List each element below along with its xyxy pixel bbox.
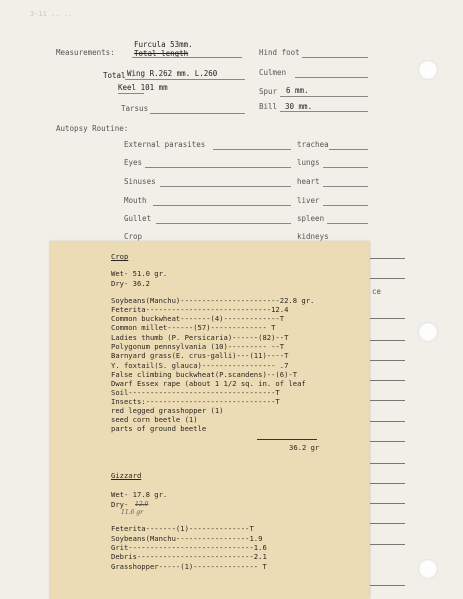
- gizzard-line-3: Grit-----------------------------1.6: [111, 543, 267, 552]
- autopsy-item-external-parasites: External parasites: [124, 140, 206, 149]
- bill-value: 30 mm.: [285, 102, 313, 111]
- right-line-15: [370, 585, 405, 586]
- autopsy-line-5: [156, 223, 291, 224]
- autopsy-item-mouth: Mouth: [124, 196, 147, 205]
- keel-value: Keel 101 mm: [118, 83, 168, 92]
- autopsy-rline-3: [323, 186, 368, 187]
- gizzard-dry-handwritten: 11.6 gr: [121, 509, 143, 516]
- autopsy-rline-4: [323, 205, 368, 206]
- autopsy-rline-5: [327, 223, 368, 224]
- crop-total-line: [257, 439, 317, 440]
- crop-line-11: Soil----------------------------------T: [111, 388, 280, 397]
- right-line-11: [370, 483, 405, 484]
- crop-line-8: Y. foxtail(S. glauca)----------------- .7: [111, 361, 289, 370]
- crop-line-6: Polygonum pennsylvania (10)--------- --T: [111, 342, 285, 351]
- hind-foot-label: Hind foot: [259, 48, 300, 57]
- autopsy-line-4: [153, 205, 291, 206]
- right-line-9: [370, 441, 405, 442]
- crop-wet: Wet- 51.0 gr.: [111, 269, 168, 278]
- culmen-line: [295, 77, 368, 78]
- total-label: Total: [103, 71, 126, 80]
- tarsus-line: [150, 113, 245, 114]
- gizzard-line-2: Soybeans(Manchu-----------------1.9: [111, 534, 263, 543]
- autopsy-line-2: [145, 167, 291, 168]
- autopsy-item-spleen: spleen: [297, 214, 325, 223]
- measurements-label: Measurements:: [56, 48, 115, 57]
- wing-value: Wing R.262 mm. L.260: [127, 69, 218, 78]
- gizzard-dry: Dry-: [111, 500, 129, 509]
- autopsy-rline-1: [329, 149, 368, 150]
- total-line: [125, 79, 245, 80]
- crop-line-7: Barnyard grass(E. crus-galli)---(11)----T: [111, 351, 289, 360]
- crop-line-12: Insects:------------------------------T: [111, 397, 280, 406]
- measurements-line: [132, 57, 242, 58]
- right-line-3: [370, 318, 405, 319]
- crop-line-1: Soybeans(Manchu)-----------------------22.8 gr.: [111, 296, 315, 305]
- culmen-label: Culmen: [259, 68, 287, 77]
- crop-line-14: seed corn beetle (1): [111, 415, 198, 424]
- autopsy-item-eyes: Eyes: [124, 158, 143, 167]
- spur-line: [280, 96, 368, 97]
- crop-line-10: Dwarf Essex rape (about 1 1/2 sq. in. of leaf: [111, 379, 306, 388]
- right-line-10: [370, 463, 405, 464]
- gizzard-line-1: Feterita-------(1)--------------T: [111, 524, 254, 533]
- total-length-struck: Total length: [134, 49, 189, 58]
- right-line-14: [370, 544, 405, 545]
- punch-hole-middle: [418, 322, 438, 342]
- spur-label: Spur: [259, 87, 278, 96]
- crop-line-3: Common buckwheat-------(4)-------------T: [111, 314, 285, 323]
- crop-line-15: parts of ground beetle: [111, 424, 207, 433]
- right-line-6: [370, 380, 405, 381]
- overflow-fragment: ce: [372, 287, 382, 296]
- gizzard-dry-handwritten-struck: 12.0: [135, 501, 149, 508]
- right-line-8: [370, 421, 405, 422]
- gizzard-title: Gizzard: [111, 471, 142, 480]
- autopsy-rline-2: [323, 167, 368, 168]
- crop-line-2: Feterita-----------------------------12.4: [111, 305, 289, 314]
- right-line-2: [370, 278, 405, 279]
- autopsy-line-3: [160, 186, 291, 187]
- crop-title: Crop: [111, 252, 129, 261]
- bill-label: Bill: [259, 102, 278, 111]
- autopsy-item-kidneys: kidneys: [297, 232, 329, 241]
- autopsy-item-crop: Crop: [124, 232, 143, 241]
- crop-line-5: Ladies thumb (P. Persicaria)------(82)--T: [111, 333, 289, 342]
- gizzard-line-5: Grasshopper-----(1)--------------- T: [111, 562, 267, 571]
- crop-total: 36.2 gr: [289, 443, 320, 452]
- autopsy-item-liver: liver: [297, 196, 320, 205]
- crop-line-13: red legged grasshopper (1): [111, 406, 224, 415]
- right-line-7: [370, 400, 405, 401]
- right-line-5: [370, 360, 405, 361]
- autopsy-item-trachea: trachea: [297, 140, 329, 149]
- crop-line-4: Common millet------(57)------------- T: [111, 323, 276, 332]
- autopsy-item-lungs: lungs: [297, 158, 320, 167]
- keel-line: [118, 93, 144, 94]
- spur-value: 6 mm.: [286, 86, 309, 95]
- right-line-4: [370, 340, 405, 341]
- gizzard-wet: Wet- 17.8 gr.: [111, 490, 168, 499]
- autopsy-item-gullet: Gullet: [124, 214, 152, 223]
- autopsy-label: Autopsy Routine:: [56, 124, 129, 133]
- autopsy-item-sinuses: Sinuses: [124, 177, 156, 186]
- crop-dry: Dry- 36.2: [111, 279, 150, 288]
- punch-hole-top: [418, 60, 438, 80]
- bill-line: [280, 111, 368, 112]
- crop-line-9: False climbing buckwheat(P.scandens)--(6)-T: [111, 370, 298, 379]
- tarsus-label: Tarsus: [121, 104, 149, 113]
- gizzard-line-4: Debris---------------------------2.1: [111, 552, 267, 561]
- autopsy-line-1: [213, 149, 291, 150]
- hind-foot-line: [302, 57, 368, 58]
- right-line-1: [370, 258, 405, 259]
- right-line-13: [370, 523, 405, 524]
- autopsy-item-heart: heart: [297, 177, 320, 186]
- furcula-value: Furcula 53mm.: [134, 40, 193, 49]
- right-line-12: [370, 503, 405, 504]
- punch-hole-bottom: [418, 559, 438, 579]
- header-faint-text: 3-11 .. ..: [30, 10, 73, 18]
- pasted-slip: [49, 241, 369, 599]
